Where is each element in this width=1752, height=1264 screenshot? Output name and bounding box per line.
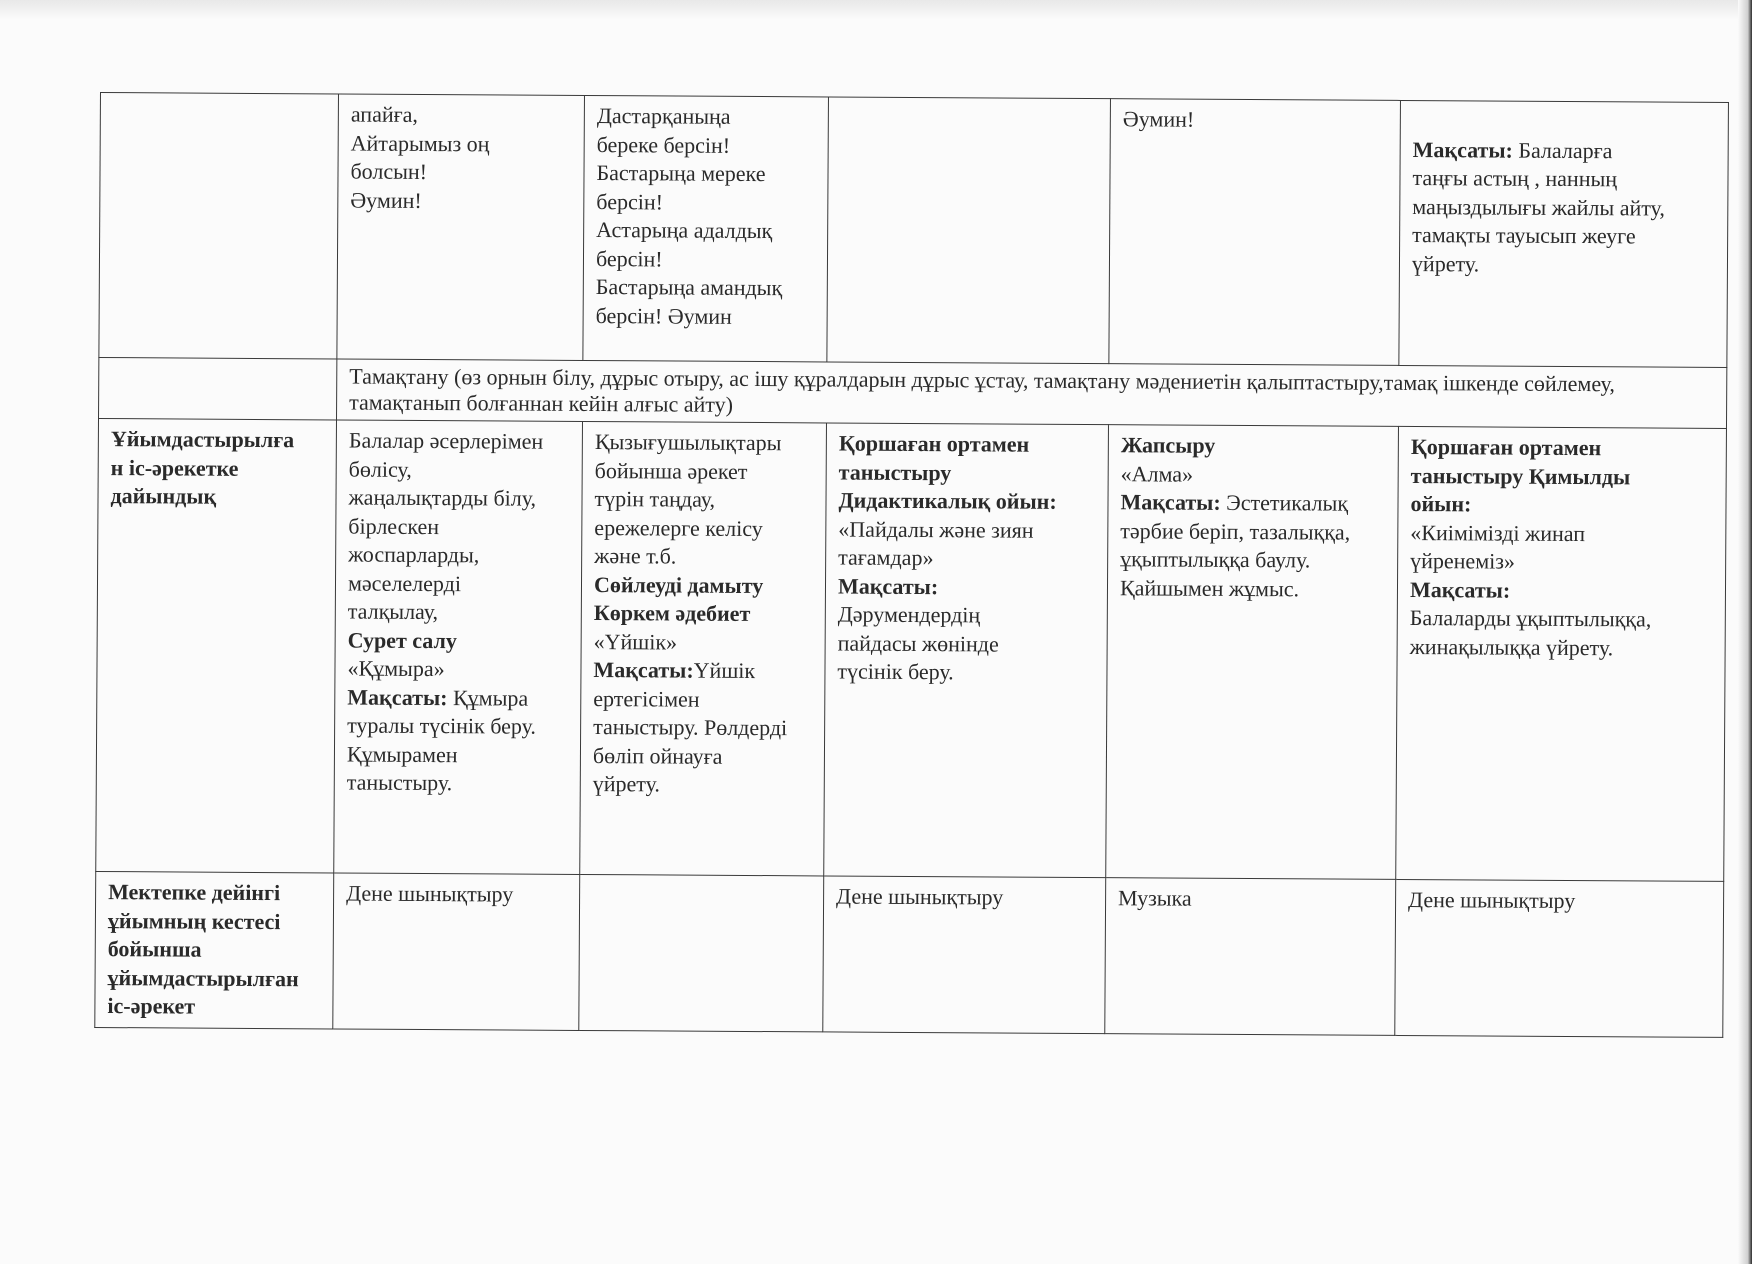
cell-bold-text: Дидактикалық ойын: [838,487,1057,514]
cell-text: береке берсін! [596,131,731,158]
table-row [99,357,1727,428]
day-cell [823,876,1106,1033]
cell-text: Балалар әсерлерімен [348,427,544,454]
cell-text: Бастарыңа амандық [595,274,783,301]
cell-text: Астарыңа адалдық [596,217,773,244]
day-cell [1109,99,1401,366]
cell-line [1123,105,1390,135]
day-cell [580,421,827,875]
cell-line [838,629,1097,659]
cell-line [349,455,572,485]
cell-text: болсын! [350,158,428,184]
cell-line [594,542,815,572]
day-cell [824,423,1109,878]
cell-bold-text: Мақсаты: [1412,136,1513,163]
row-label-line [110,482,325,512]
cell-text: түрін таңдау, [594,486,716,512]
cell-line [595,428,816,458]
cell-line [351,129,574,159]
cell-line [350,186,573,216]
row-label-text: ұйымдастырылған [107,964,299,991]
cell-line [838,544,1097,574]
cell-line [351,101,574,131]
cell-line [348,512,571,542]
cell-bold-text: Мақсаты: [593,657,694,683]
cell-line [596,159,817,189]
row-label-line [108,935,323,965]
row-label-line [111,454,326,484]
table-row [99,93,1729,368]
row-label-line [111,425,326,455]
cell-text: «Пайдалы және зиян [838,516,1034,543]
cell-text: Айтарымыз оң [350,130,490,156]
cell-text: туралы түсінік беру. [347,712,537,739]
cell-text: Дастарқаныңа [596,103,731,129]
cell-text: Балаларға [1512,137,1613,163]
cell-line [593,656,814,686]
cell-line [595,457,816,487]
cell-text: бойынша әрекет [594,457,748,484]
cell-text: және т.б. [594,543,677,569]
cell-text: Балаларды ұқыптылыққа, [1409,605,1652,632]
cell-line [1120,545,1387,575]
cell-text: Үйшік [693,657,756,684]
cell-text: мәселелерді [347,570,462,596]
cell-line [597,131,818,161]
cell-line [1410,576,1715,606]
cell-text: берсін! [596,188,664,214]
cell-line [597,102,818,132]
cell-line [1412,193,1717,223]
row-label-text: ұйымның кестесі [107,907,281,934]
day-cell [1395,879,1724,1037]
cell-line [347,740,570,770]
cell-line [594,628,815,658]
cell-text: пайдасы жөнінде [837,630,999,657]
cell-line [1120,517,1387,547]
cell-text: апайға, [350,101,419,127]
cell-text: тағамдар» [838,544,934,571]
cell-text: Дене шынықтыру [1408,887,1576,914]
day-cell [1399,100,1729,367]
cell-line [349,427,572,457]
cell-text: «Үйшік» [593,628,678,655]
cell-text: Әумин! [350,187,422,213]
cell-text: тамақты тауысып жеуге [1412,222,1636,249]
cell-line [1413,136,1718,166]
day-cell [579,874,824,1031]
cell-line [838,487,1097,517]
cell-line [1410,633,1715,663]
cell-line [593,770,814,800]
cell-line [350,158,573,188]
row-label-text: іс-әрекет [107,993,196,1019]
cell-line [839,430,1098,460]
cell-line [1412,250,1717,280]
row-label-text: дайындық [110,483,217,509]
cell-line [347,683,570,713]
table-row [95,871,1724,1036]
cell-text: Құмыра [447,684,529,711]
cell-bold-text: Қоршаған ортамен [1410,434,1602,461]
cell-text: маңыздылығы жайлы айту, [1412,193,1665,221]
day-cell [1396,426,1727,881]
cell-text: Дене шынықтыру [836,883,1004,910]
cell-text: бірлескен [348,513,440,539]
cell-line [596,273,817,303]
cell-text: Қызығушылықтары [594,429,782,456]
row-label-line [108,964,323,994]
cell-line [348,484,571,514]
day-cell [1105,878,1396,1035]
cell-line [837,658,1096,688]
cell-bold-text: Сурет салу [347,627,457,653]
cell-line [1411,433,1716,463]
cell-line [593,713,814,743]
cell-text: тәрбие беріп, тазалыққа, [1120,517,1351,545]
cell-line [1412,221,1717,251]
cell-line [594,571,815,601]
cell-text: Әумин! [1122,106,1195,132]
cell-text: үйрету. [1411,250,1480,276]
cell-line [1408,886,1713,916]
cell-text: Бастарыңа мереке [596,160,766,187]
scan-top-shadow [0,0,1752,20]
cell-text: үйренеміз» [1410,548,1516,574]
cell-line [1413,107,1718,137]
cell-line [348,626,571,656]
cell-text: бөлісу, [348,456,412,482]
day-cell [827,97,1111,364]
cell-line [593,685,814,715]
cell-text: үйрету. [592,771,661,797]
schedule-table-body [95,93,1729,1037]
cell-text: Эстетикалық [1220,489,1349,516]
day-cell [333,873,580,1030]
cell-line [596,245,817,275]
cell-line [596,216,817,246]
row-label-cell [99,357,337,419]
cell-text: жоспарларды, [348,541,480,568]
cell-line [838,515,1097,545]
cell-line [593,742,814,772]
cell-line [1121,431,1388,461]
cell-bold-text: Жапсыру [1120,432,1216,458]
cell-line [1410,604,1715,634]
cell-text: «Алма» [1120,460,1194,487]
cell-bold-text: Қоршаған ортамен [838,430,1030,457]
cell-bold-text: Мақсаты: [837,573,939,599]
cell-line [348,569,571,599]
table-row [96,418,1727,881]
cell-bold-text: Сөйлеуді дамыту [593,571,764,598]
row-label-text: Мектепке дейінгі [108,879,281,906]
cell-text: Дәрумендердің [837,601,981,628]
cell-bold-text: Көркем әдебиет [593,600,751,626]
cell-text: бөліп ойнауға [592,742,723,769]
cell-text: ертегісімен [593,685,700,712]
cell-text: Құмырамен [346,741,458,767]
cell-text: таныстыру. Рөлдерді [593,714,788,741]
cell-line [346,880,569,910]
row-label-line [107,992,322,1022]
schedule-table [94,92,1729,1037]
cell-text: түсінік беру. [837,658,954,685]
cell-bold-text: таныстыру Қимылды [1410,462,1631,489]
cell-line [348,598,571,628]
scan-right-edge [1738,0,1752,1264]
row-label-text: Ұйымдастырылға [110,426,295,453]
cell-text: жинақылыққа үйрету. [1409,633,1614,660]
cell-line [1410,547,1715,577]
cell-line [1120,488,1387,518]
cell-bold-text: Мақсаты: [1120,489,1221,515]
cell-text: ережелерге келісу [594,514,763,541]
row-label-cell [99,93,339,359]
day-cell [334,420,583,874]
cell-line [1410,490,1715,520]
cell-line [347,712,570,742]
cell-line [838,572,1097,602]
cell-line [594,485,815,515]
row-label-cell [96,418,337,872]
cell-line [1412,164,1717,194]
cell-text: талқылау, [347,598,439,625]
cell-line [596,188,817,218]
cell-text: ұқыптылыққа баулу. [1120,546,1311,573]
cell-text: берсін! Әумин [595,302,732,329]
cell-bold-text: ойын: [1410,491,1472,517]
row-label-text: бойынша [107,936,202,962]
row-label-cell [95,871,334,1028]
cell-text: таныстыру. [346,769,453,796]
cell-text: Тамақтану (өз орнын білу, дұрыс отыру, ас ішу құралдарын дұрыс ұстау, тамақтану мәдениетін қалыптастыру,тамақ ішкенде сөйлемеу, тамақтанып болғаннан кейін алғыс айту) [349,363,1615,417]
cell-text: жаңалықтарды білу, [348,484,537,511]
cell-line [347,769,570,799]
cell-line [347,655,570,685]
cell-bold-text: Мақсаты: [1409,576,1511,603]
cell-line [838,601,1097,631]
cell-bold-text: Мақсаты: [347,684,448,710]
cell-line [596,302,817,332]
cell-line [839,458,1098,488]
cell-line [594,599,815,629]
cell-text: Қайшымен жұмыс. [1119,574,1300,601]
cell-line [836,883,1095,913]
cell-text: Музыка [1118,885,1192,911]
row-label-text: н іс-әрекетке [110,454,239,481]
cell-text: Дене шынықтыру [346,880,514,907]
cell-line [1410,519,1715,549]
day-cell [337,94,585,360]
row-label-line [108,878,323,908]
cell-line [1121,460,1388,490]
day-cell [1106,425,1399,880]
cell-text: «Құмыра» [347,655,445,682]
day-cell [583,95,829,361]
cell-line [1118,884,1385,914]
cell-bold-text: таныстыру [838,459,952,485]
cell-line [594,514,815,544]
cell-line [348,541,571,571]
cell-text: берсін! [595,245,663,271]
cell-text: «Киімімізді жинап [1410,519,1586,546]
cell-text: таңғы астың , нанның [1412,165,1618,192]
meal-note-cell [337,359,1727,428]
row-label-line [108,907,323,937]
cell-line [1411,462,1716,492]
schedule-sheet [94,92,1728,1037]
cell-line [1120,574,1387,604]
